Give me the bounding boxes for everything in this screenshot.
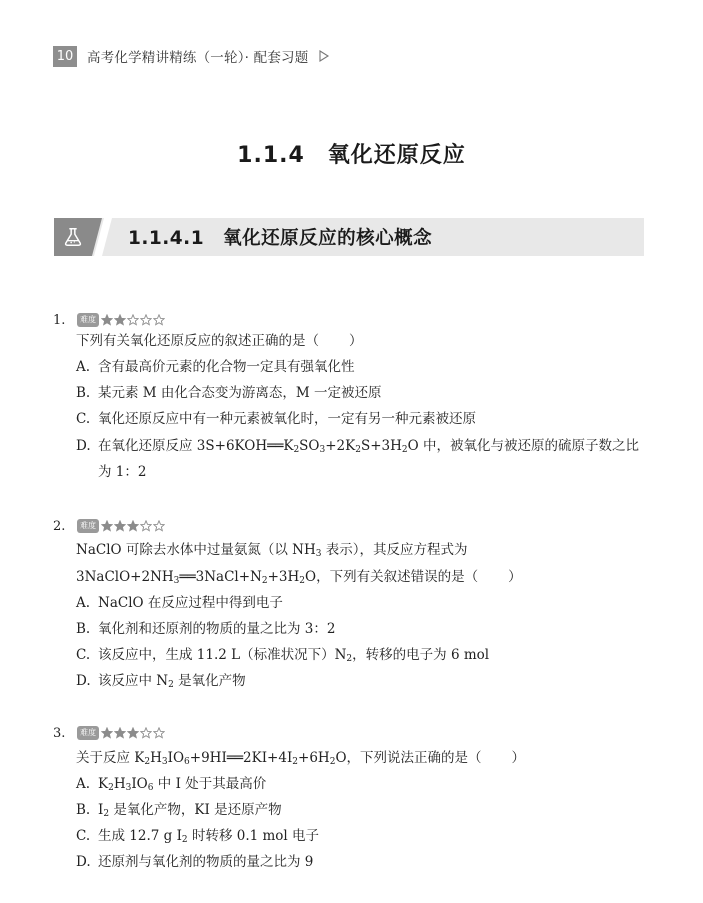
option-c: C. 生成 12.7 g $I_2$ 时转移 0.1 mol 电子 [76,828,320,845]
star-filled-icon [127,520,139,532]
star-outline-icon [153,314,165,326]
star-filled-icon [114,520,126,532]
question-stem-line-1: NaClO 可除去水体中过量氨氮（以 $NH_3$ 表示），其反应方程式为 [76,542,468,559]
option-a: A. NaClO 在反应过程中得到电子 [76,595,283,611]
star-outline-icon [140,727,152,739]
difficulty-stars [101,314,166,326]
difficulty-badge: 难度 [77,519,99,533]
option-d: D. 还原剂与氧化剂的物质的量之比为 9 [76,854,314,870]
difficulty-stars [101,727,166,739]
star-outline-icon [153,727,165,739]
section-banner [54,218,644,256]
option-d: D. 该反应中 $N_2$ 是氧化产物 [76,673,246,690]
star-outline-icon [140,520,152,532]
section-title: 1.1.4.1 氧化还原反应的核心概念 [128,228,433,249]
difficulty-stars [101,520,166,532]
star-outline-icon [140,314,152,326]
option-a: A. 含有最高价元素的化合物一定具有强氧化性 [76,359,355,375]
option-c: C. 该反应中，生成 11.2 L（标准状况下）$N_2$，转移的电子为 6 mol [76,647,490,664]
question-number: 3. [53,725,66,741]
chapter-title: 1.1.4 氧化还原反应 [237,143,466,168]
star-filled-icon [101,727,113,739]
question-number: 2. [53,518,66,534]
star-outline-icon [153,520,165,532]
play-outline-icon [318,50,330,62]
question-stem: 下列有关氧化还原反应的叙述正确的是（ ） [76,333,363,349]
star-filled-icon [114,314,126,326]
question-header [53,310,166,330]
star-filled-icon [127,727,139,739]
star-filled-icon [101,520,113,532]
page-number: 10 [53,46,77,67]
option-b: B. 氧化剂和还原剂的物质的量之比为 3：2 [76,621,336,637]
star-filled-icon [114,727,126,739]
option-b: B. 某元素 M 由化合态变为游离态，M 一定被还原 [76,385,382,401]
option-d-continuation: 为 1：2 [98,464,147,480]
option-a: A. $K_2H_3IO_6$ 中 I 处于其最高价 [76,776,267,793]
question-stem: 关于反应 $K_2H_3IO_6+9HI══2KI+4I_2+6H_2O$，下列说法正确的是（ ） [76,750,526,767]
flask-icon [62,226,84,248]
star-outline-icon [127,314,139,326]
option-c: C. 氧化还原反应中有一种元素被氧化时，一定有另一种元素被还原 [76,411,476,427]
question-header [53,723,166,743]
option-b: B. $I_2$ 是氧化产物，KI 是还原产物 [76,802,282,819]
question-number: 1. [53,312,66,328]
question-header [53,516,166,536]
running-title: 高考化学精讲精练（一轮）· 配套习题 [87,50,309,66]
difficulty-badge: 难度 [77,726,99,740]
star-filled-icon [101,314,113,326]
option-d: D. 在氧化还原反应 $3S+6KOH══K_2SO_3+2K_2S+3H_2O$ 中，被氧化与被还原的硫原子数之比 [76,438,639,455]
question-stem-line-2: $3NaClO+2NH_3══3NaCl+N_2+3H_2O$，下列有关叙述错误的是（ ） [76,569,522,586]
difficulty-badge: 难度 [77,313,99,327]
running-header [53,44,330,68]
